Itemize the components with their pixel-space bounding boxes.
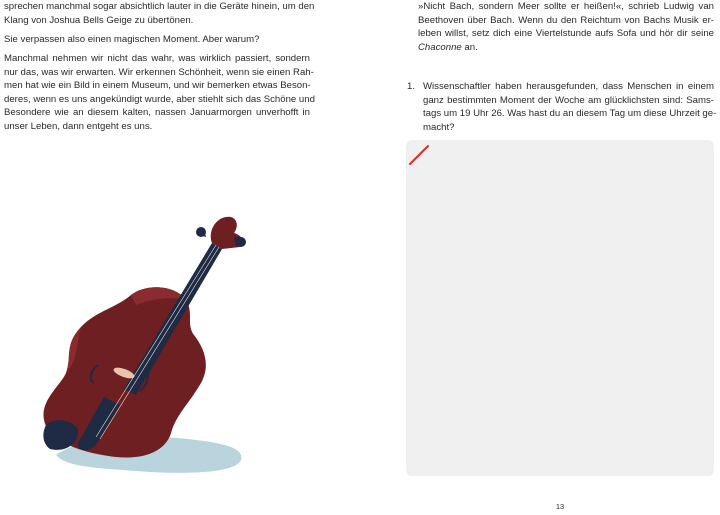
text-fragment: an. [461, 41, 478, 53]
paragraph-intro [4, 0, 315, 27]
text-line: Sie verpassen also einen magischen Moment. Aber warum? [4, 34, 260, 45]
chaconne-title: Chaconne [418, 41, 462, 53]
text-line: Wissenschaftler haben herausgefunden, dass Menschen in einem [423, 81, 714, 92]
text-line: Besondere wie an diesem kalten, nassen Januarmorgen unverhofft in [4, 107, 310, 119]
text-line: Beethoven über Bach. Wenn du den Reichtum von Bachs Musik er- [418, 14, 714, 26]
text-line: leben willst, setz dich eine Viertelstunde aufs Sofa und hör dir seine [418, 28, 714, 40]
text-line: ganz bestimmten Moment der Woche am glücklichsten sind: Sams- [423, 94, 714, 106]
page-number: 13 [555, 502, 565, 511]
text-line: unser Leben, dann entgeht es uns. [4, 120, 153, 132]
text-line: nur das, was wir erwarten. Wir erkennen Schönheit, wenn sie einen Rah- [4, 66, 314, 78]
text-line: tags um 19 Uhr 26. Was hast du an diesem Tag um diese Uhrzeit ge- [423, 108, 717, 120]
paragraph-main [4, 52, 315, 134]
paragraph-quote [418, 0, 714, 54]
text-line: »Nicht Bach, sondern Meer sollte er heißen!«, schrieb Ludwig van [418, 1, 714, 12]
question-text [423, 80, 717, 134]
paragraph-question [4, 33, 310, 47]
violin-illustration [36, 205, 261, 480]
answer-writing-box[interactable] [406, 140, 714, 476]
text-line: deres, wenn es uns angekündigt wurde, aber stiehlt sich das Schöne und [4, 93, 315, 105]
text-line: macht? [423, 121, 455, 133]
question-number: 1. [407, 81, 416, 92]
text-line: Klang von Joshua Bells Geige zu übertönen. [4, 14, 194, 26]
pencil-icon [408, 142, 434, 168]
text-line [418, 41, 714, 55]
text-line: Manchmal nehmen wir nicht das wahr, was wirklich passiert, sondern [4, 53, 310, 64]
text-line: sprechen manchmal sogar absichtlich lauter in die Geräte hinein, um den [4, 1, 315, 12]
text-line: men hat wie ein Bild in einem Museum, und wir bemerken etwas Beson- [4, 80, 311, 92]
